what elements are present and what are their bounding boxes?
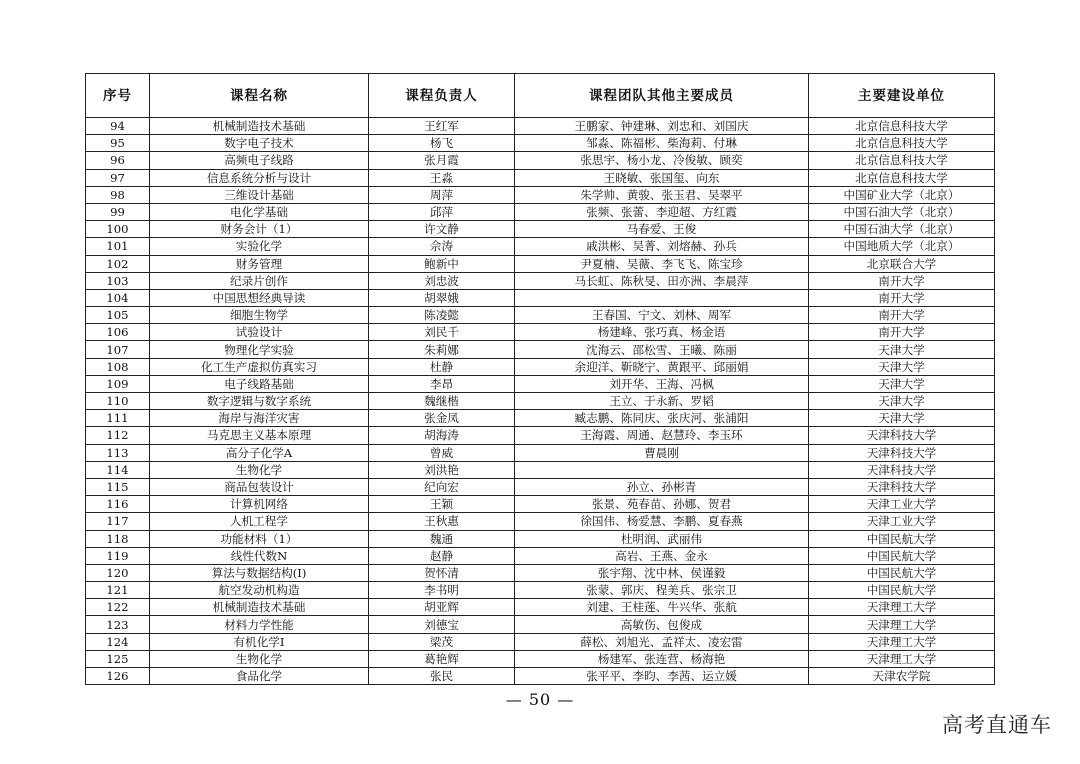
table-header-row: [86, 74, 995, 118]
cell-course-name: 马克思主义基本原理: [150, 427, 369, 444]
table-row: [86, 496, 995, 513]
cell-team-members: 张景、苑春苗、孙娜、贺君: [515, 496, 809, 513]
cell-unit: 南开大学: [809, 307, 995, 324]
cell-course-leader: 杨飞: [369, 135, 515, 152]
cell-team-members: 薛松、刘旭光、孟祥太、凌宏雷: [515, 633, 809, 650]
cell-no: 120: [86, 564, 150, 581]
cell-unit: 南开大学: [809, 272, 995, 289]
cell-unit: 中国民航大学: [809, 582, 995, 599]
cell-no: 94: [86, 118, 150, 135]
cell-no: 97: [86, 169, 150, 186]
cell-unit: 中国民航大学: [809, 547, 995, 564]
table-row: [86, 238, 995, 255]
cell-course-name: 数字电子技术: [150, 135, 369, 152]
cell-course-name: 线性代数N: [150, 547, 369, 564]
cell-team-members: 马长虹、陈秋旻、田亦洲、李晨萍: [515, 272, 809, 289]
cell-team-members: 杨建军、张连营、杨海艳: [515, 650, 809, 667]
cell-no: 98: [86, 186, 150, 203]
cell-no: 119: [86, 547, 150, 564]
cell-course-name: 人机工程学: [150, 513, 369, 530]
cell-course-name: 财务会计（1）: [150, 221, 369, 238]
cell-team-members: 杜明润、武丽伟: [515, 530, 809, 547]
cell-course-name: 有机化学Ⅰ: [150, 633, 369, 650]
cell-unit: 中国民航大学: [809, 530, 995, 547]
table-row: [86, 513, 995, 530]
cell-course-leader: 鲍新中: [369, 255, 515, 272]
cell-course-name: 海岸与海洋灾害: [150, 410, 369, 427]
cell-no: 100: [86, 221, 150, 238]
cell-course-leader: 许文静: [369, 221, 515, 238]
course-table: [85, 73, 995, 685]
cell-course-name: 食品化学: [150, 668, 369, 685]
cell-course-name: 高分子化学A: [150, 444, 369, 461]
cell-course-leader: 魏通: [369, 530, 515, 547]
cell-no: 117: [86, 513, 150, 530]
cell-course-leader: 张民: [369, 668, 515, 685]
table-row: [86, 118, 995, 135]
cell-no: 114: [86, 461, 150, 478]
cell-course-leader: 赵静: [369, 547, 515, 564]
cell-no: 125: [86, 650, 150, 667]
cell-course-leader: 胡亚辉: [369, 599, 515, 616]
header-course-name: 课程名称: [150, 74, 369, 118]
cell-course-leader: 张月霞: [369, 152, 515, 169]
cell-team-members: 王春国、宁文、刘林、周军: [515, 307, 809, 324]
header-unit: 主要建设单位: [809, 74, 995, 118]
cell-course-name: 电子线路基础: [150, 375, 369, 392]
cell-unit: 天津大学: [809, 358, 995, 375]
cell-no: 126: [86, 668, 150, 685]
cell-team-members: 马春爱、王俊: [515, 221, 809, 238]
cell-unit: 北京联合大学: [809, 255, 995, 272]
cell-unit: 天津大学: [809, 341, 995, 358]
cell-course-leader: 王淼: [369, 169, 515, 186]
table-row: [86, 169, 995, 186]
cell-course-name: 机械制造技术基础: [150, 118, 369, 135]
cell-no: 112: [86, 427, 150, 444]
table-row: [86, 324, 995, 341]
cell-no: 95: [86, 135, 150, 152]
page-number: — 50 —: [505, 690, 575, 709]
cell-team-members: 刘建、王桂莲、牛兴华、张航: [515, 599, 809, 616]
cell-unit: 天津理工大学: [809, 616, 995, 633]
cell-course-leader: 刘忠波: [369, 272, 515, 289]
cell-no: 110: [86, 393, 150, 410]
cell-course-leader: 李书明: [369, 582, 515, 599]
table-row: [86, 478, 995, 495]
cell-course-leader: 魏继楷: [369, 393, 515, 410]
cell-team-members: 邹淼、陈福彬、柴海莉、付琳: [515, 135, 809, 152]
cell-no: 104: [86, 289, 150, 306]
cell-no: 106: [86, 324, 150, 341]
table-row: [86, 289, 995, 306]
cell-course-name: 试验设计: [150, 324, 369, 341]
cell-no: 122: [86, 599, 150, 616]
cell-course-name: 高频电子线路: [150, 152, 369, 169]
cell-course-leader: 陈凌懿: [369, 307, 515, 324]
cell-course-leader: 刘民千: [369, 324, 515, 341]
header-team-members: 课程团队其他主要成员: [515, 74, 809, 118]
cell-unit: 北京信息科技大学: [809, 152, 995, 169]
cell-course-leader: 葛艳辉: [369, 650, 515, 667]
cell-no: 116: [86, 496, 150, 513]
cell-no: 121: [86, 582, 150, 599]
cell-unit: 天津农学院: [809, 668, 995, 685]
table-row: [86, 272, 995, 289]
cell-no: 123: [86, 616, 150, 633]
cell-team-members: 臧志鹏、陈同庆、张庆河、张浦阳: [515, 410, 809, 427]
cell-team-members: [515, 289, 809, 306]
cell-unit: 天津理工大学: [809, 633, 995, 650]
table-row: [86, 186, 995, 203]
cell-no: 124: [86, 633, 150, 650]
cell-course-leader: 贺怀清: [369, 564, 515, 581]
cell-unit: 天津工业大学: [809, 496, 995, 513]
table-row: [86, 410, 995, 427]
cell-no: 99: [86, 203, 150, 220]
cell-team-members: 王海霞、周通、赵慧玲、李玉环: [515, 427, 809, 444]
cell-course-leader: 佘涛: [369, 238, 515, 255]
cell-no: 118: [86, 530, 150, 547]
cell-unit: 中国民航大学: [809, 564, 995, 581]
cell-course-name: 电化学基础: [150, 203, 369, 220]
cell-team-members: 高岩、王燕、金永: [515, 547, 809, 564]
cell-unit: 南开大学: [809, 289, 995, 306]
cell-team-members: 高敏伤、包俊成: [515, 616, 809, 633]
cell-course-leader: 胡翠娥: [369, 289, 515, 306]
cell-unit: 中国石油大学（北京）: [809, 203, 995, 220]
cell-no: 102: [86, 255, 150, 272]
cell-course-name: 生物化学: [150, 650, 369, 667]
cell-course-leader: 王秋惠: [369, 513, 515, 530]
cell-no: 107: [86, 341, 150, 358]
table-row: [86, 427, 995, 444]
cell-team-members: 张思宇、杨小龙、冷俊敏、顾奕: [515, 152, 809, 169]
cell-unit: 天津大学: [809, 393, 995, 410]
table-row: [86, 341, 995, 358]
cell-team-members: 尹夏楠、吴薇、李飞飞、陈宝珍: [515, 255, 809, 272]
cell-course-name: 物理化学实验: [150, 341, 369, 358]
cell-no: 105: [86, 307, 150, 324]
header-no: 序号: [86, 74, 150, 118]
table-row: [86, 668, 995, 685]
cell-no: 101: [86, 238, 150, 255]
cell-no: 111: [86, 410, 150, 427]
cell-team-members: 张宇翔、沈中林、侯谨毅: [515, 564, 809, 581]
table-row: [86, 650, 995, 667]
cell-course-leader: 李昂: [369, 375, 515, 392]
cell-team-members: 戚洪彬、吴菁、刘熔赫、孙兵: [515, 238, 809, 255]
cell-team-members: 王鹏家、钟建琳、刘忠和、刘国庆: [515, 118, 809, 135]
table-row: [86, 393, 995, 410]
cell-unit: 天津科技大学: [809, 427, 995, 444]
cell-team-members: 张频、张蕾、李迎超、方红霞: [515, 203, 809, 220]
cell-course-name: 计算机网络: [150, 496, 369, 513]
table-row: [86, 616, 995, 633]
cell-team-members: 徐国伟、杨爱慧、李鹏、夏春燕: [515, 513, 809, 530]
cell-course-name: 纪录片创作: [150, 272, 369, 289]
cell-course-name: 航空发动机构造: [150, 582, 369, 599]
cell-course-name: 商品包装设计: [150, 478, 369, 495]
cell-course-leader: 王颖: [369, 496, 515, 513]
cell-course-leader: 周萍: [369, 186, 515, 203]
cell-no: 108: [86, 358, 150, 375]
cell-team-members: 朱学帅、黄骏、张玉君、吴翠平: [515, 186, 809, 203]
table-row: [86, 599, 995, 616]
cell-unit: 天津科技大学: [809, 478, 995, 495]
cell-course-name: 中国思想经典导读: [150, 289, 369, 306]
cell-course-name: 算法与数据结构(I): [150, 564, 369, 581]
table-row: [86, 221, 995, 238]
table-row: [86, 461, 995, 478]
cell-unit: 北京信息科技大学: [809, 118, 995, 135]
cell-unit: 天津科技大学: [809, 461, 995, 478]
cell-course-name: 信息系统分析与设计: [150, 169, 369, 186]
table-row: [86, 135, 995, 152]
cell-team-members: 孙立、孙彬青: [515, 478, 809, 495]
table-row: [86, 255, 995, 272]
cell-no: 115: [86, 478, 150, 495]
cell-team-members: 张平平、李昀、李茜、运立媛: [515, 668, 809, 685]
cell-unit: 天津大学: [809, 410, 995, 427]
cell-team-members: [515, 461, 809, 478]
cell-course-leader: 刘洪艳: [369, 461, 515, 478]
cell-course-name: 实验化学: [150, 238, 369, 255]
cell-team-members: 张蒙、郭庆、程美兵、张宗卫: [515, 582, 809, 599]
cell-unit: 南开大学: [809, 324, 995, 341]
cell-course-name: 细胞生物学: [150, 307, 369, 324]
cell-no: 103: [86, 272, 150, 289]
cell-unit: 中国矿业大学（北京）: [809, 186, 995, 203]
cell-unit: 天津理工大学: [809, 599, 995, 616]
cell-team-members: 杨建峰、张巧真、杨金语: [515, 324, 809, 341]
cell-course-leader: 杜静: [369, 358, 515, 375]
cell-unit: 天津工业大学: [809, 513, 995, 530]
cell-course-leader: 纪向宏: [369, 478, 515, 495]
table-row: [86, 547, 995, 564]
table-row: [86, 152, 995, 169]
table-row: [86, 358, 995, 375]
cell-course-name: 功能材料（1）: [150, 530, 369, 547]
cell-course-name: 生物化学: [150, 461, 369, 478]
table-row: [86, 375, 995, 392]
table-row: [86, 203, 995, 220]
table-row: [86, 307, 995, 324]
cell-team-members: 曹晨刚: [515, 444, 809, 461]
cell-course-leader: 王红军: [369, 118, 515, 135]
cell-team-members: 王晓敏、张国玺、向东: [515, 169, 809, 186]
cell-course-name: 三维设计基础: [150, 186, 369, 203]
cell-no: 113: [86, 444, 150, 461]
cell-course-name: 数字逻辑与数字系统: [150, 393, 369, 410]
cell-course-leader: 胡海涛: [369, 427, 515, 444]
cell-unit: 北京信息科技大学: [809, 135, 995, 152]
cell-unit: 天津大学: [809, 375, 995, 392]
table-row: [86, 444, 995, 461]
cell-course-leader: 曾威: [369, 444, 515, 461]
cell-course-name: 财务管理: [150, 255, 369, 272]
cell-team-members: 刘开华、王海、冯枫: [515, 375, 809, 392]
cell-unit: 中国地质大学（北京）: [809, 238, 995, 255]
cell-team-members: 王立、于永新、罗韬: [515, 393, 809, 410]
cell-course-name: 机械制造技术基础: [150, 599, 369, 616]
cell-course-leader: 邱萍: [369, 203, 515, 220]
cell-unit: 天津科技大学: [809, 444, 995, 461]
table-row: [86, 582, 995, 599]
cell-team-members: 余迎洋、靳晓宁、黄跟平、邱丽娟: [515, 358, 809, 375]
cell-course-leader: 张金凤: [369, 410, 515, 427]
cell-course-name: 化工生产虚拟仿真实习: [150, 358, 369, 375]
header-course-leader: 课程负责人: [369, 74, 515, 118]
cell-no: 109: [86, 375, 150, 392]
table-row: [86, 633, 995, 650]
watermark-text: 高考直通车: [942, 713, 1052, 737]
cell-course-leader: 刘德宝: [369, 616, 515, 633]
cell-unit: 中国石油大学（北京）: [809, 221, 995, 238]
cell-unit: 天津理工大学: [809, 650, 995, 667]
cell-course-leader: 梁茂: [369, 633, 515, 650]
table-row: [86, 564, 995, 581]
cell-course-name: 材料力学性能: [150, 616, 369, 633]
cell-no: 96: [86, 152, 150, 169]
cell-unit: 北京信息科技大学: [809, 169, 995, 186]
cell-course-leader: 朱莉娜: [369, 341, 515, 358]
table-row: [86, 530, 995, 547]
cell-team-members: 沈海云、邵松雪、王曦、陈丽: [515, 341, 809, 358]
